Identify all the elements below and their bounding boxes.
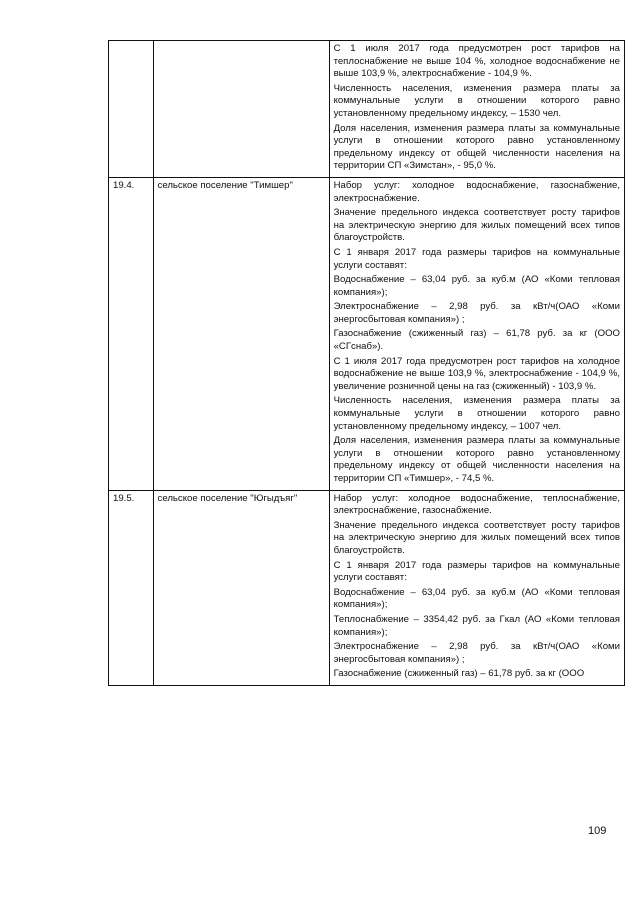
description-paragraph: Водоснабжение – 63,04 руб. за куб.м (АО «Коми тепловая компания»); [333,274,620,298]
row-number-cell [109,490,154,685]
description-cell [329,41,624,178]
description-paragraph: Набор услуг: холодное водоснабжение, газоснабжение, электроснабжение. [333,179,620,204]
description-cell [329,490,624,685]
description-paragraph: С 1 января 2017 года размеры тарифов на коммунальные услуги составят: [333,559,620,584]
description-paragraph: С 1 июля 2017 года предусмотрен рост тарифов на теплоснабжение не выше 104 %, холодное водоснабжение не выше 103,9 %, электроснабжение - 104,9 %. [333,43,620,80]
description-paragraph: Численность населения, изменения размера платы за коммунальные услуги в отношении которого равно установленному предельному индексу, – 1530 чел. [333,82,620,119]
settlement-name-cell [153,177,329,490]
tariff-table-body [109,41,625,686]
row-number-cell [109,177,154,490]
description-paragraph: Значение предельного индекса соответствует росту тарифов на электрическую энергию для жилых помещений всех типов благоустройств. [333,519,620,556]
description-paragraph: Доля населения, изменения размера платы за коммунальные услуги в отношении которого равно установленному предельному индексу от общей численности населения на территории СП «Зимстан», - 95,0 %. [333,122,620,172]
row-number: 19.5. [113,492,135,504]
description-paragraph: Газоснабжение (сжиженный газ) – 61,78 руб. за кг (ООО [333,668,585,680]
page-number: 109 [588,825,607,837]
description-paragraph: Электроснабжение – 2,98 руб. за кВт/ч(ОАО «Коми энергосбытовая компания») ; [333,301,620,325]
table-row [109,41,625,178]
settlement-name: сельское поселение "Тимшер" [157,179,293,191]
tariff-table [108,40,625,686]
description-paragraph: Газоснабжение (сжиженный газ) – 61,78 руб. за кг (ООО «СГснаб»). [333,328,620,353]
description-paragraph: Значение предельного индекса соответствует росту тарифов на электрическую энергию для жилых помещений всех типов благоустройств. [333,207,620,244]
description-paragraph: Численность населения, изменения размера платы за коммунальные услуги в отношении которого равно установленному предельному индексу, – 1007 чел. [333,395,620,432]
table-row [109,490,625,685]
settlement-name: сельское поселение "Югыдъяг" [157,492,298,504]
description-paragraph: Водоснабжение – 63,04 руб. за куб.м (АО «Коми тепловая компания»); [333,586,620,611]
description-paragraph: Доля населения, изменения размера платы за коммунальные услуги в отношении которого равно установленному предельному индексу от общей численности населения на территории СП «Тимшер», - 74,5 %. [333,435,620,484]
description-paragraph: Набор услуг: холодное водоснабжение, теплоснабжение, электроснабжение, газоснабжение. [333,492,620,517]
description-paragraph: С 1 января 2017 года размеры тарифов на коммунальные услуги составят: [333,246,620,271]
description-cell [329,177,624,490]
description-paragraph: Электроснабжение – 2,98 руб. за кВт/ч(ОАО «Коми энергосбытовая компания») ; [333,641,620,665]
row-number-cell [109,41,154,178]
description-paragraph: Теплоснабжение – 3354,42 руб. за Гкал (АО «Коми тепловая компания»); [333,613,620,638]
settlement-name-cell [153,41,329,178]
row-number: 19.4. [113,179,135,191]
description-paragraph: С 1 июля 2017 года предусмотрен рост тарифов на холодное водоснабжение не выше 103,9 %, электроснабжение - 104,9 %, увеличение розничной цены на газ (сжиженный) - 103,9 %. [333,355,620,392]
table-row [109,177,625,490]
settlement-name-cell [153,490,329,685]
